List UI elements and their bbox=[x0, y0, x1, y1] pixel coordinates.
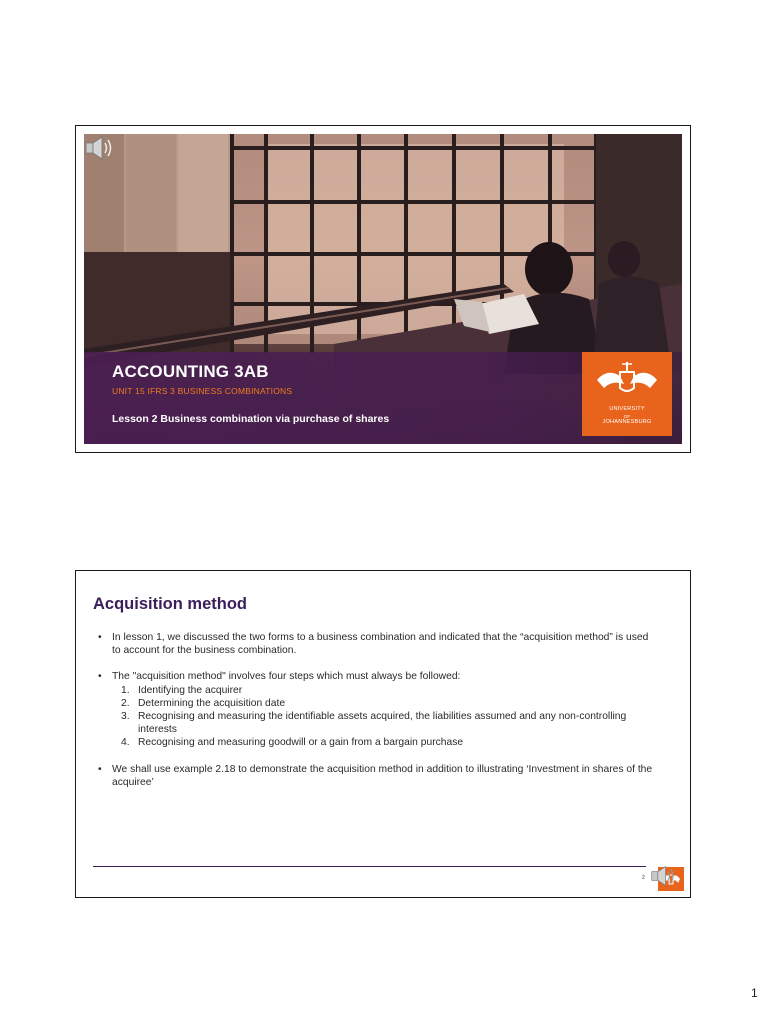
bullet-text: The "acquisition method" involves four steps which must always be followed: bbox=[112, 671, 461, 683]
list-item bbox=[112, 697, 656, 710]
steps-list bbox=[112, 684, 656, 750]
cover-photo bbox=[84, 134, 682, 444]
slide-title: Acquisition method bbox=[93, 595, 247, 613]
list-item bbox=[112, 736, 656, 749]
step-number: 1. bbox=[121, 684, 130, 696]
logo-line-johannesburg: JOHANNESBURG bbox=[602, 419, 652, 425]
step-text: Recognising and measuring goodwill or a gain from a bargain purchase bbox=[138, 737, 464, 749]
bullet-dot: • bbox=[98, 632, 102, 643]
unit-subtitle: UNIT 15 IFRS 3 BUSINESS COMBINATIONS bbox=[112, 386, 293, 396]
university-crest-icon bbox=[582, 354, 672, 404]
step-number: 3. bbox=[121, 711, 130, 723]
step-number: 4. bbox=[121, 737, 130, 749]
lesson-title: Lesson 2 Business combination via purchase of shares bbox=[112, 413, 390, 425]
bullet-text: We shall use example 2.18 to demonstrate the acquisition method in addition to illustrating ‘Investment in shares of the acquiree’ bbox=[112, 763, 653, 788]
bullet-item bbox=[96, 631, 656, 657]
slide-body bbox=[96, 631, 656, 802]
page-number: 1 bbox=[751, 986, 758, 1000]
bullet-item bbox=[96, 763, 656, 789]
content-slide bbox=[75, 570, 691, 898]
step-text: Determining the acquisition date bbox=[138, 697, 286, 709]
title-slide bbox=[75, 125, 691, 453]
course-title: ACCOUNTING 3AB bbox=[112, 362, 269, 381]
list-item bbox=[112, 710, 656, 736]
bullet-dot: • bbox=[98, 671, 102, 683]
logo-line-university: UNIVERSITY bbox=[609, 406, 645, 412]
logo-line-of: OF bbox=[623, 414, 631, 419]
speaker-icon[interactable] bbox=[650, 863, 676, 889]
bullet-item bbox=[96, 670, 656, 749]
slide-number: 2 bbox=[642, 875, 645, 881]
list-item bbox=[112, 684, 656, 697]
university-logo bbox=[582, 352, 672, 436]
step-number: 2. bbox=[121, 697, 130, 709]
step-text: Recognising and measuring the identifiable assets acquired, the liabilities assumed and any non-controlling interests bbox=[138, 711, 627, 736]
footer-rule bbox=[93, 866, 646, 867]
step-text: Identifying the acquirer bbox=[138, 684, 243, 696]
bullet-text: In lesson 1, we discussed the two forms to a business combination and indicated that the “acquisition method” is used to account for the business combination. bbox=[112, 632, 649, 657]
bullet-dot: • bbox=[98, 763, 102, 775]
speaker-icon[interactable] bbox=[84, 134, 114, 162]
